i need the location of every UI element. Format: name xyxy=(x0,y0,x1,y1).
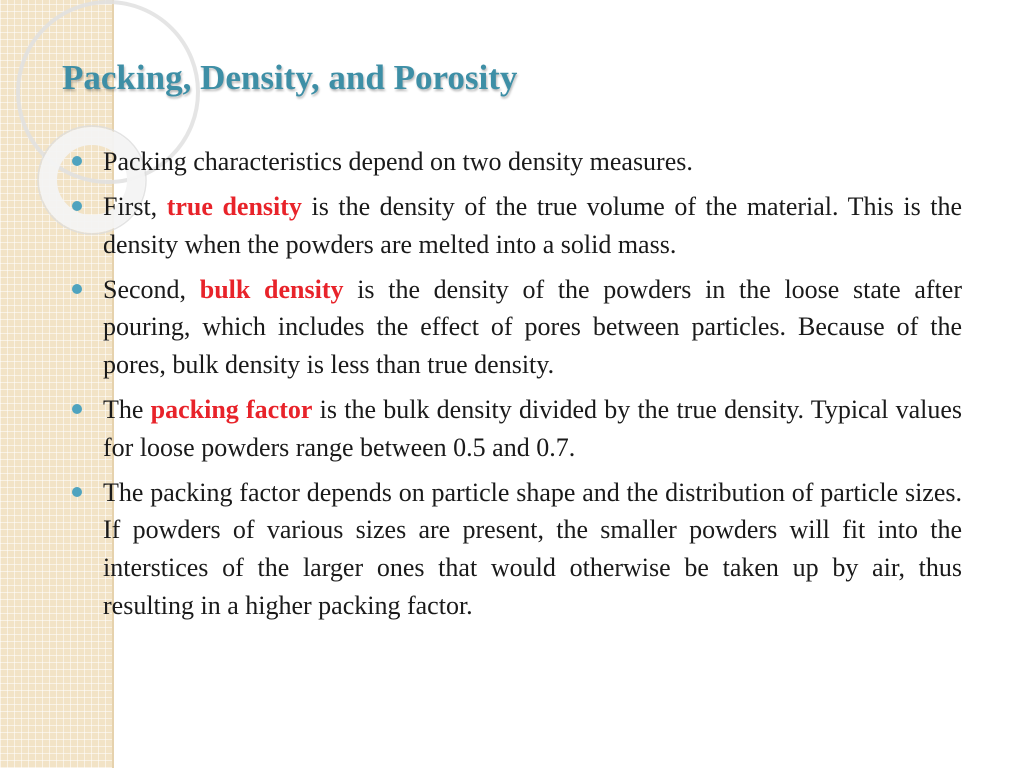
bullet-text-before: Second, xyxy=(103,274,200,304)
bullet-dot-icon xyxy=(72,201,82,211)
bullet-text-after: is the density of the powders in the loose state after pouring, which includes the effect of pores between particles. Because of the pores, bulk density is less than true density. xyxy=(103,274,962,379)
bullet-item-4 xyxy=(72,391,962,466)
bullet-dot-icon xyxy=(72,284,82,294)
bullet-text-before: The xyxy=(103,395,151,425)
term-true-density: true density xyxy=(166,192,302,222)
term-packing-factor: packing factor xyxy=(150,395,313,425)
bullet-text-before: First, xyxy=(103,192,167,222)
bullet-dot-icon xyxy=(72,404,82,414)
bullet-item-3 xyxy=(72,271,962,384)
bullet-text: The packing factor depends on particle shape and the distribution of particle sizes. If powders of various sizes are present, the smaller powders will fit into the interstices of the larger ones that would otherwise be taken up by air, thus resulting in a higher packing factor. xyxy=(103,477,962,620)
term-bulk-density: bulk density xyxy=(199,274,344,304)
bullet-text-after: is the bulk density divided by the true density. Typical values for loose powders range between 0.5 and 0.7. xyxy=(103,395,963,462)
bullet-dot-icon xyxy=(72,487,82,497)
bullet-list xyxy=(72,143,962,632)
bullet-dot-icon xyxy=(72,156,82,166)
bullet-item-5 xyxy=(72,474,962,624)
bullet-text-after: is the density of the true volume of the material. This is the density when the powders are melted into a solid mass. xyxy=(103,192,962,259)
bullet-item-2 xyxy=(72,188,962,263)
bullet-item-1 xyxy=(72,143,962,181)
bullet-text: Packing characteristics depend on two density measures. xyxy=(103,147,693,176)
page-title: Packing, Density, and Porosity xyxy=(62,58,518,97)
